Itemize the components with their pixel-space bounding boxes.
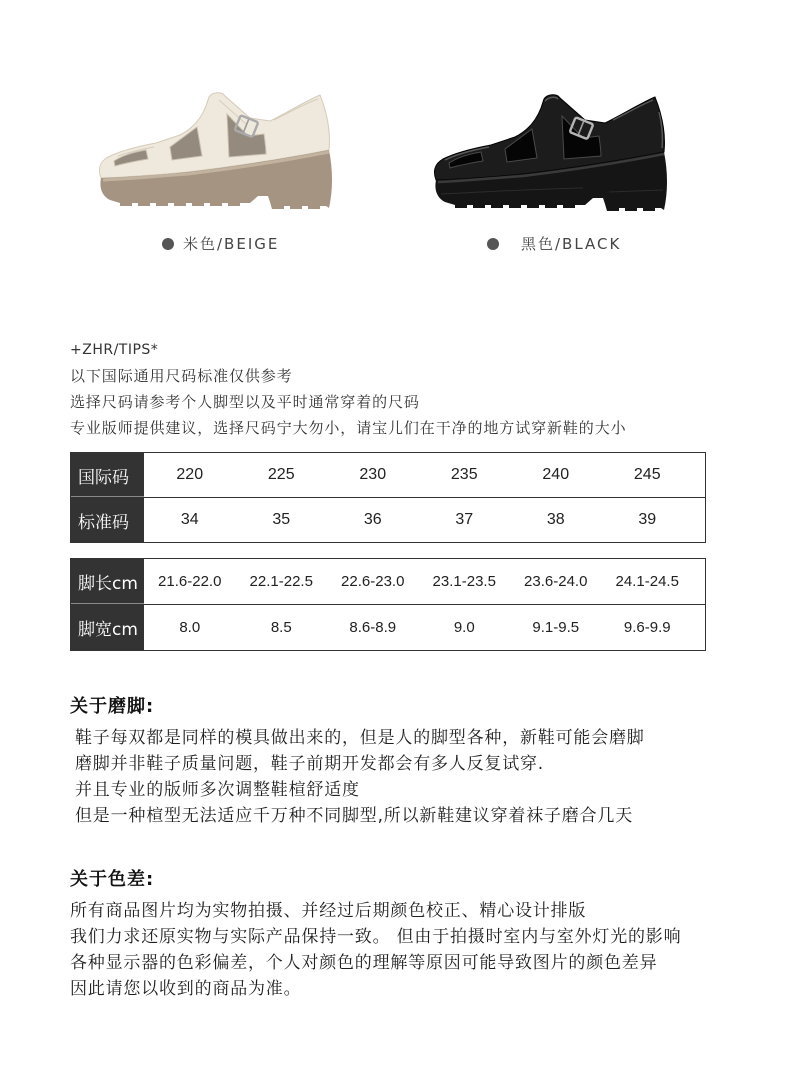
table-cell: 9.6-9.9 [623,619,671,636]
paragraph-line: 所有商品图片均为实物拍摄、并经过后期颜色校正、精心设计排版 [70,901,587,921]
table-row [71,604,705,650]
table-cell: 230 [359,466,387,483]
table-cell: 240 [542,466,570,483]
table-cell: 220 [176,466,204,483]
table-cell: 39 [638,511,657,528]
table-cell: 235 [450,466,478,483]
table-cell: 225 [267,466,295,483]
row-label-international-size: 国际码 [71,453,144,497]
row-label-foot-length: 脚长cm [71,559,144,604]
table-cell: 35 [272,511,291,528]
beige-color-dot [162,238,174,250]
paragraph-line: 磨脚并非鞋子质量问题，鞋子前期开发都会有多人反复试穿. [75,754,545,774]
table-row [71,497,705,542]
table-cell-empty [693,559,705,604]
paragraph-line: 鞋子每双都是同样的模具做出来的，但是人的脚型各种，新鞋可能会磨脚 [75,728,645,748]
section-heading-rubbing: 关于磨脚: [70,696,155,717]
row-label-standard-size: 标准码 [71,498,144,542]
table-cell-empty [693,453,705,497]
foot-measurement-table [70,558,706,651]
beige-shoe-image [98,90,338,214]
table-cell: 24.1-24.5 [615,573,679,590]
table-cell: 8.0 [179,619,201,636]
table-cell: 21.6-22.0 [158,573,222,590]
table-cell: 23.6-24.0 [524,573,588,590]
size-tips [70,337,627,441]
table-cell-empty [693,605,705,650]
paragraph-line: 因此请您以收到的商品为准。 [70,979,302,999]
table-cell: 37 [455,511,474,528]
black-shoe-image [433,92,673,216]
tips-line: 专业版师提供建议，选择尺码宁大勿小，请宝儿们在干净的地方试穿新鞋的大小 [70,419,627,437]
section-body-color-difference [70,898,681,1002]
tips-title: +ZHR/TIPS* [70,342,159,358]
table-cell: 9.1-9.5 [532,619,580,636]
table-row [71,453,705,497]
paragraph-line: 但是一种楦型无法适应千万种不同脚型,所以新鞋建议穿着袜子磨合几天 [75,806,634,826]
table-cell: 245 [633,466,661,483]
table-cell: 22.6-23.0 [341,573,405,590]
table-cell: 38 [546,511,565,528]
beige-color-label: 米色/BEIGE [183,235,280,253]
table-cell: 36 [363,511,382,528]
size-conversion-table [70,452,706,543]
black-color-dot [487,238,499,250]
table-cell: 22.1-22.5 [249,573,313,590]
table-row [71,559,705,604]
paragraph-line: 并且专业的版师多次调整鞋楦舒适度 [75,780,360,800]
table-cell: 34 [180,511,199,528]
table-cell: 8.5 [270,619,292,636]
black-color-label: 黑色/BLACK [521,235,622,253]
section-heading-color-difference: 关于色差: [70,869,155,890]
section-body-rubbing [75,725,645,829]
table-cell-empty [693,498,705,542]
tips-line: 以下国际通用尺码标准仅供参考 [70,367,293,385]
table-cell: 8.6-8.9 [349,619,397,636]
row-label-foot-width: 脚宽cm [71,605,144,650]
table-cell: 9.0 [453,619,475,636]
paragraph-line: 我们力求还原实物与实际产品保持一致。 但由于拍摄时室内与室外灯光的影响 [70,927,682,947]
paragraph-line: 各种显示器的色彩偏差，个人对颜色的理解等原因可能导致图片的颜色差异 [70,953,658,973]
tips-line: 选择尺码请参考个人脚型以及平时通常穿着的尺码 [70,393,420,411]
table-cell: 23.1-23.5 [432,573,496,590]
